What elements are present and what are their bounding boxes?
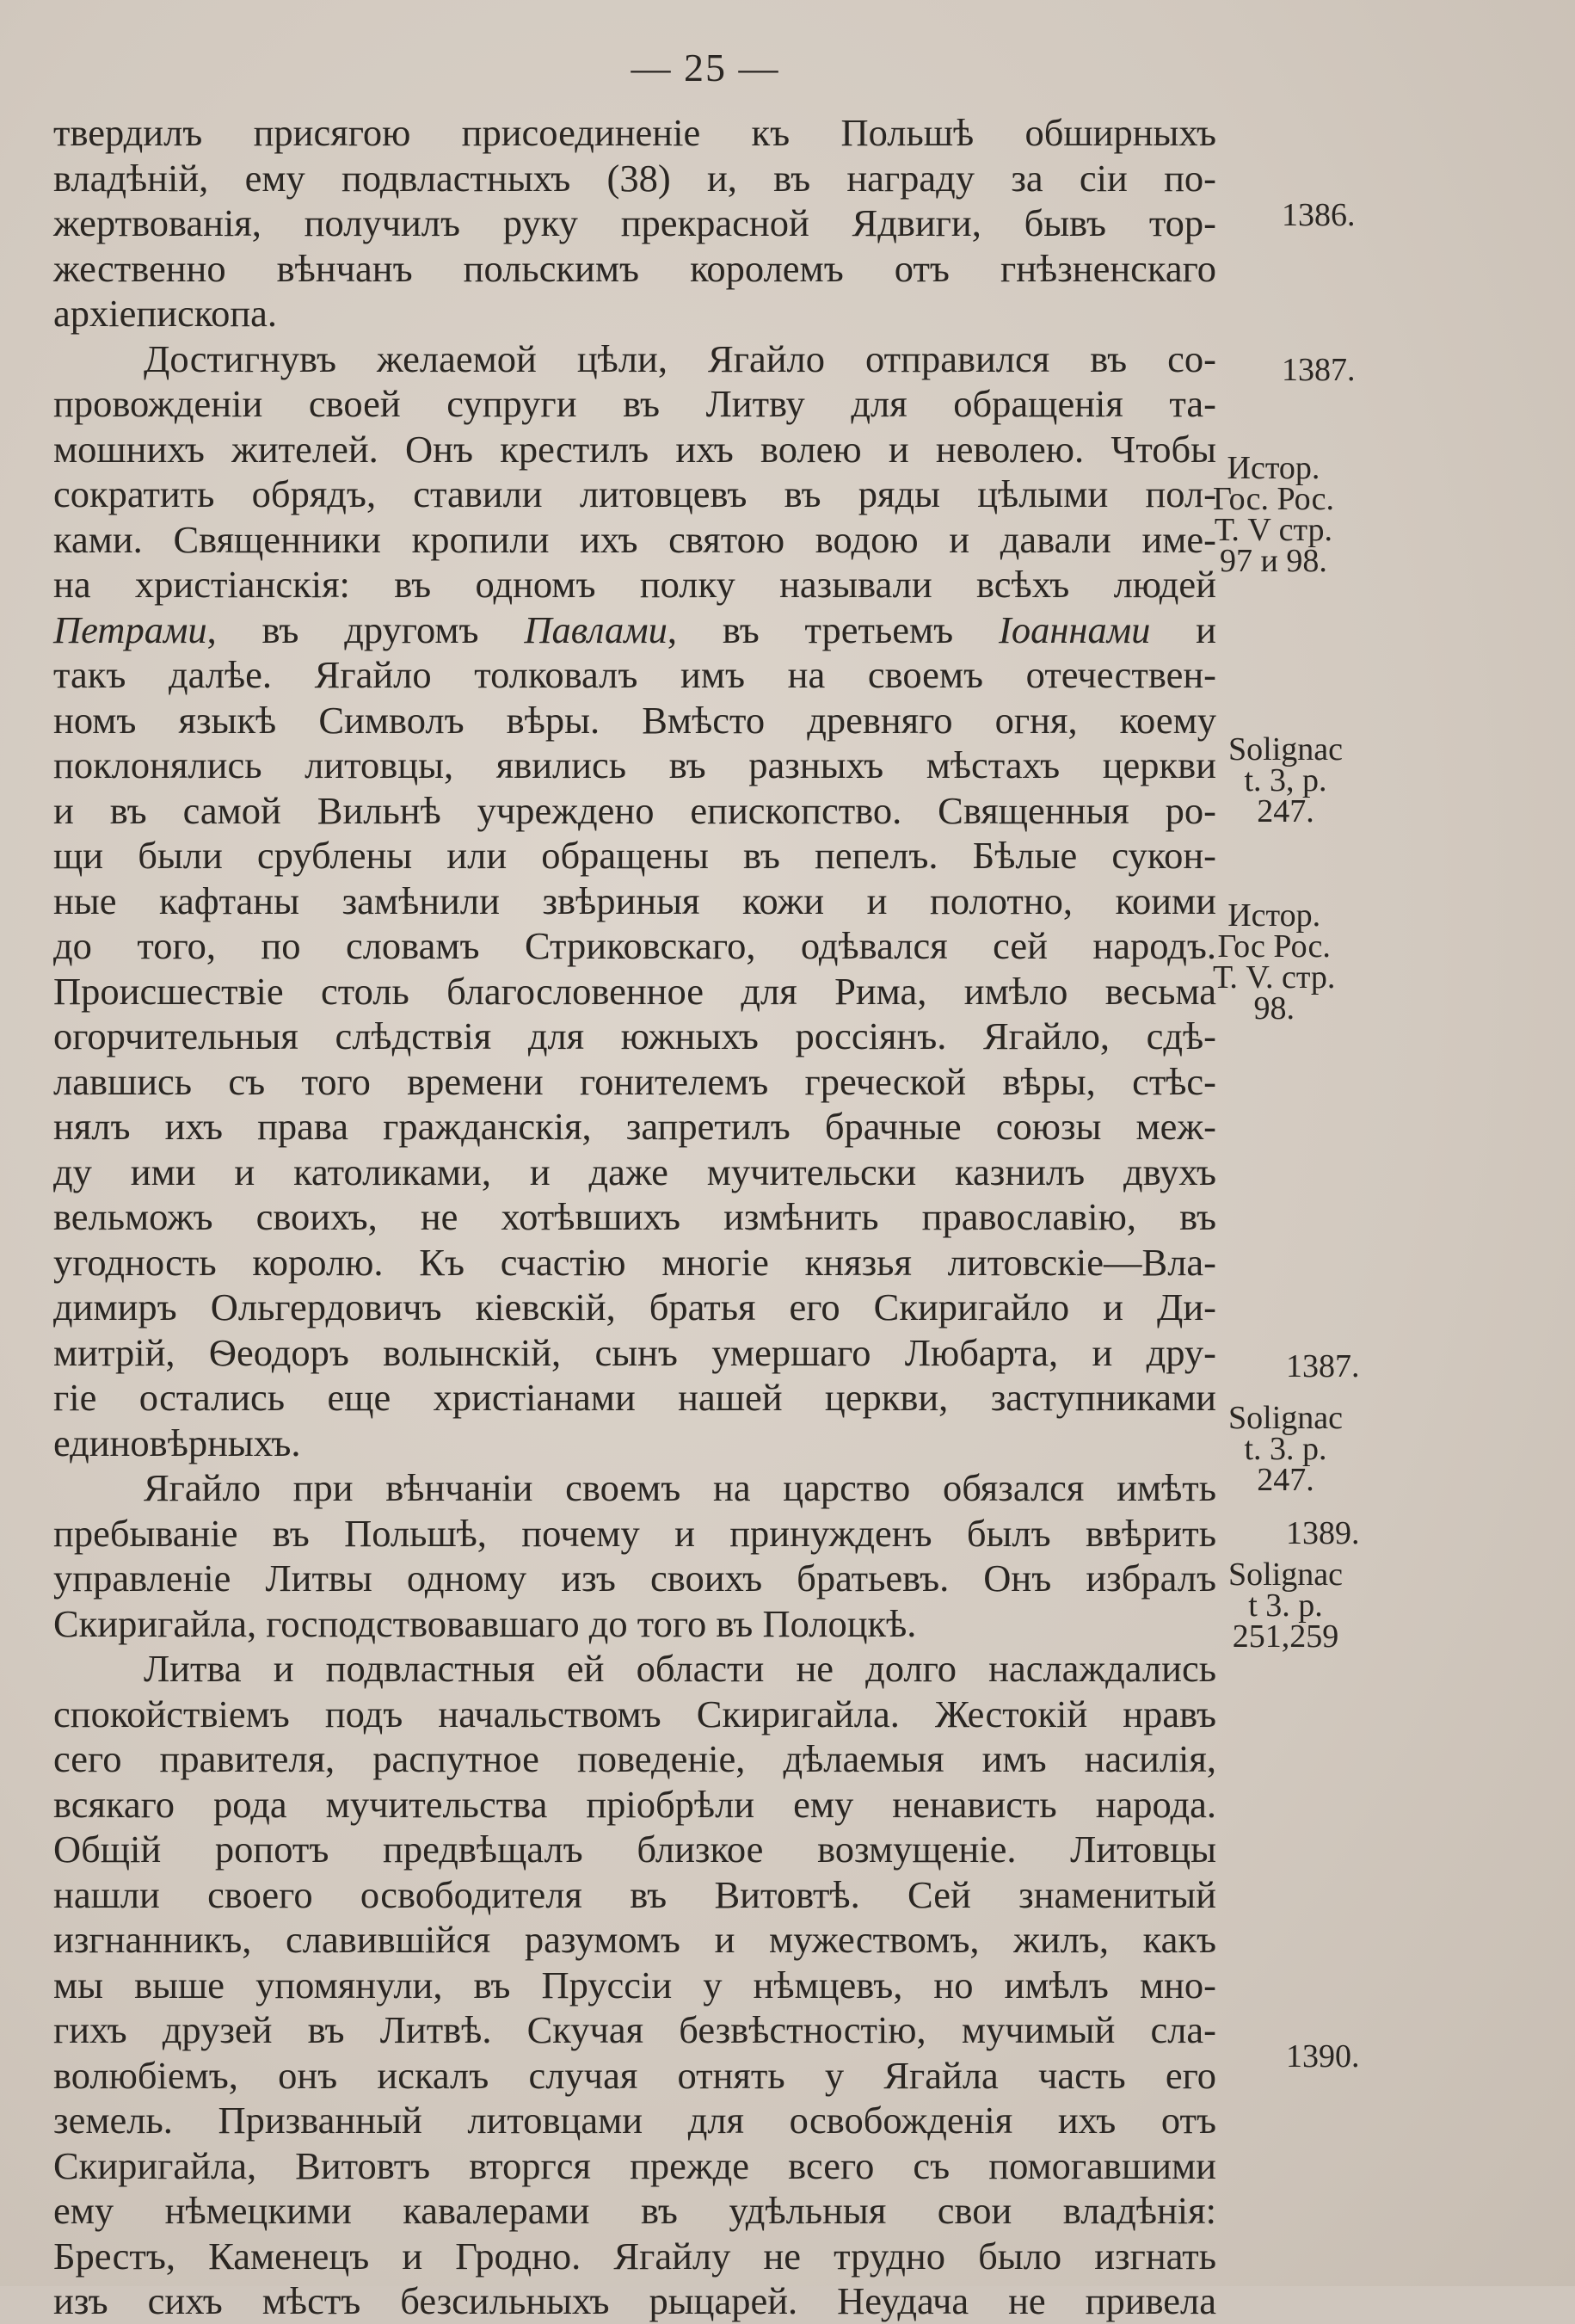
text-line: сократить обрядъ, ставили литовцевъ въ ряды цѣлыми пол-: [53, 472, 1216, 515]
text-line: нашли своего освободителя въ Витовтѣ. Сей знаменитый: [53, 1872, 1216, 1916]
text-line: вельможъ своихъ, не хотѣвшихъ измѣнить православію, въ: [53, 1195, 1216, 1238]
note-line: Solignac: [1228, 731, 1343, 767]
text-line: изъ сихъ мѣстъ безсильныхъ рыцарей. Неудача не привела: [53, 2279, 1216, 2322]
text-line: жертвованія, получилъ руку прекрасной Ядвиги, бывъ тор-: [53, 201, 1216, 244]
text-line: жественно вѣнчанъ польскимъ королемъ отъ гнѣзненскаго: [53, 246, 1216, 290]
note-line: 247.: [1257, 1462, 1314, 1498]
italic-name: Іоаннами: [999, 607, 1151, 651]
text-line: лавшись съ того времени гонителемъ греческой вѣры, стѣс-: [53, 1059, 1216, 1103]
text-line: огорчительныя слѣдствія для южныхъ россіянъ. Ягайло, сдѣ-: [53, 1014, 1216, 1057]
text-line: пребываніе въ Польшѣ, почему и принужденъ былъ ввѣрить: [53, 1511, 1216, 1555]
margin-note-reference: [1213, 450, 1334, 579]
margin-note-year: [1282, 197, 1356, 233]
note-line: 247.: [1257, 793, 1314, 829]
text-line: до того, по словамъ Стриковскаго, одѣвался сей народъ.: [53, 924, 1216, 967]
margin-note-reference: [1213, 897, 1336, 1026]
text-line: владѣній, ему подвластныхъ (38) и, въ награду за сіи по-: [53, 156, 1216, 200]
note-line: 1390.: [1286, 2038, 1360, 2074]
text-fragment: , въ другомъ: [206, 607, 525, 651]
text-line: и въ самой Вильнѣ учреждено епископство. Священныя ро-: [53, 788, 1216, 832]
text-line: поклонялись литовцы, явились въ разныхъ мѣстахъ церкви: [53, 743, 1216, 786]
text-line: единовѣрныхъ.: [53, 1421, 301, 1464]
note-line: Т. V. стр.: [1213, 959, 1336, 996]
note-line: Гос Рос.: [1217, 928, 1331, 965]
margin-note-reference: [1228, 1557, 1343, 1655]
note-line: Истор.: [1227, 897, 1321, 934]
text-fragment: , въ третьемъ: [667, 607, 999, 651]
margin-note-reference: [1228, 1400, 1343, 1498]
text-line: нялъ ихъ права гражданскія, запретилъ брачные союзы меж-: [53, 1105, 1216, 1148]
text-line: изгнанникъ, славившійся разумомъ и мужествомъ, жилъ, какъ: [53, 1918, 1216, 1961]
body-text: [53, 110, 1216, 2324]
text-line: Литва и подвластныя ей области не долго наслаждались: [144, 1647, 1216, 1690]
margin-note-year: [1286, 2038, 1360, 2074]
text-line: земель. Призванный литовцами для освобожденія ихъ отъ: [53, 2099, 1216, 2142]
note-line: 97 и 98.: [1220, 543, 1327, 579]
note-line: 1386.: [1282, 197, 1356, 233]
note-line: Гос. Рос.: [1213, 481, 1334, 517]
text-line: ему нѣмецкими кавалерами въ удѣльныя свои владѣнія:: [53, 2189, 1216, 2232]
text-line: Общій ропотъ предвѣщалъ близкое возмущеніе. Литовцы: [53, 1828, 1216, 1871]
text-line: мы выше упомянули, въ Пруссіи у нѣмцевъ, но имѣлъ мно-: [53, 1963, 1216, 2007]
text-line: архіепископа.: [53, 292, 278, 335]
text-line: ками. Священники кропили ихъ святою водою и давали име-: [53, 517, 1216, 561]
text-line: димиръ Ольгердовичъ кіевскій, братья его Скиригайло и Ди-: [53, 1285, 1216, 1328]
margin-note-year: [1286, 1348, 1360, 1384]
text-line: номъ языкѣ Символъ вѣры. Вмѣсто древняго огня, коему: [53, 698, 1216, 742]
text-line: Брестъ, Каменецъ и Гродно. Ягайлу не трудно было изгнать: [53, 2234, 1216, 2278]
text-line: ду ими и католиками, и даже мучительски казнилъ двухъ: [53, 1150, 1216, 1193]
page-number: — 25 —: [631, 46, 780, 89]
margin-note-year: [1282, 352, 1356, 388]
note-line: Т. V стр.: [1214, 512, 1333, 548]
margin-note-reference: [1228, 731, 1343, 829]
text-line: митрій, Ѳеодоръ волынскій, сынъ умершаго Любарта, и дру-: [53, 1330, 1216, 1374]
text-line: твердилъ присягою присоединеніе къ Польшѣ обширныхъ: [53, 111, 1216, 154]
text-line: мошнихъ жителей. Онъ крестилъ ихъ волею и неволею. Чтобы: [53, 427, 1216, 471]
margin-note-year: [1286, 1515, 1360, 1551]
text-line: управленіе Литвы одному изъ своихъ братьевъ. Онъ избралъ: [53, 1557, 1216, 1600]
note-line: Solignac: [1228, 1400, 1343, 1436]
note-line: Истор.: [1227, 450, 1320, 486]
text-line: гіе остались еще христіанами нашей церкви, заступниками: [53, 1376, 1216, 1419]
text-line: угодность королю. Къ счастію многіе князья литовскіе—Вла-: [53, 1240, 1216, 1284]
text-line: волюбіемъ, онъ искалъ случая отнять у Ягайла часть его: [53, 2053, 1216, 2097]
text-line: гихъ друзей въ Литвѣ. Скучая безвѣстностію, мучимый сла-: [53, 2008, 1216, 2051]
text-line: сего правителя, распутное поведеніе, дѣлаемыя имъ насилія,: [53, 1737, 1216, 1780]
text-line: Скиригайла, господствовавшаго до того въ Полоцкѣ.: [53, 1601, 917, 1645]
italic-name: Петрами: [53, 607, 207, 651]
note-line: t. 3. p.: [1244, 1431, 1327, 1467]
note-line: Solignac: [1228, 1557, 1343, 1593]
text-line: такъ далѣе. Ягайло толковалъ имъ на своемъ отечествен-: [53, 653, 1216, 696]
text-line: щи были срублены или обращены въ пепелъ. Бѣлые сукон-: [53, 834, 1216, 877]
text-line: на христіанскія: въ одномъ полку называли всѣхъ людей: [53, 563, 1216, 606]
text-line: спокойствіемъ подъ начальствомъ Скиригайла. Жестокій нравъ: [53, 1692, 1216, 1735]
note-line: 251,259: [1232, 1618, 1339, 1655]
text-line: Ягайло при вѣнчаніи своемъ на царство обязался имѣть: [144, 1466, 1216, 1509]
italic-name: Павлами: [524, 607, 668, 651]
text-fragment: и: [1150, 607, 1216, 651]
note-line: 1387.: [1286, 1348, 1360, 1384]
note-line: 1389.: [1286, 1515, 1360, 1551]
text-line: ные кафтаны замѣнили звѣриныя кожи и полотно, коими: [53, 878, 1216, 922]
note-line: 98.: [1253, 990, 1295, 1026]
text-line: Происшествіе столь благословенное для Рима, имѣло весьма: [53, 969, 1216, 1013]
text-line: Скиригайла, Витовтъ вторгся прежде всего съ помогавшими: [53, 2143, 1216, 2187]
note-line: t. 3, p.: [1244, 762, 1327, 798]
text-line: Достигнувъ желаемой цѣли, Ягайло отправился въ со-: [144, 336, 1216, 380]
note-line: 1387.: [1282, 352, 1356, 388]
note-line: t 3. p.: [1248, 1587, 1323, 1624]
text-line: всякаго рода мучительства пріобрѣли ему ненависть народа.: [53, 1782, 1216, 1826]
text-line: провожденіи своей супруги въ Литву для обращенія та-: [53, 382, 1216, 425]
text-line-with-names: [53, 607, 1216, 653]
